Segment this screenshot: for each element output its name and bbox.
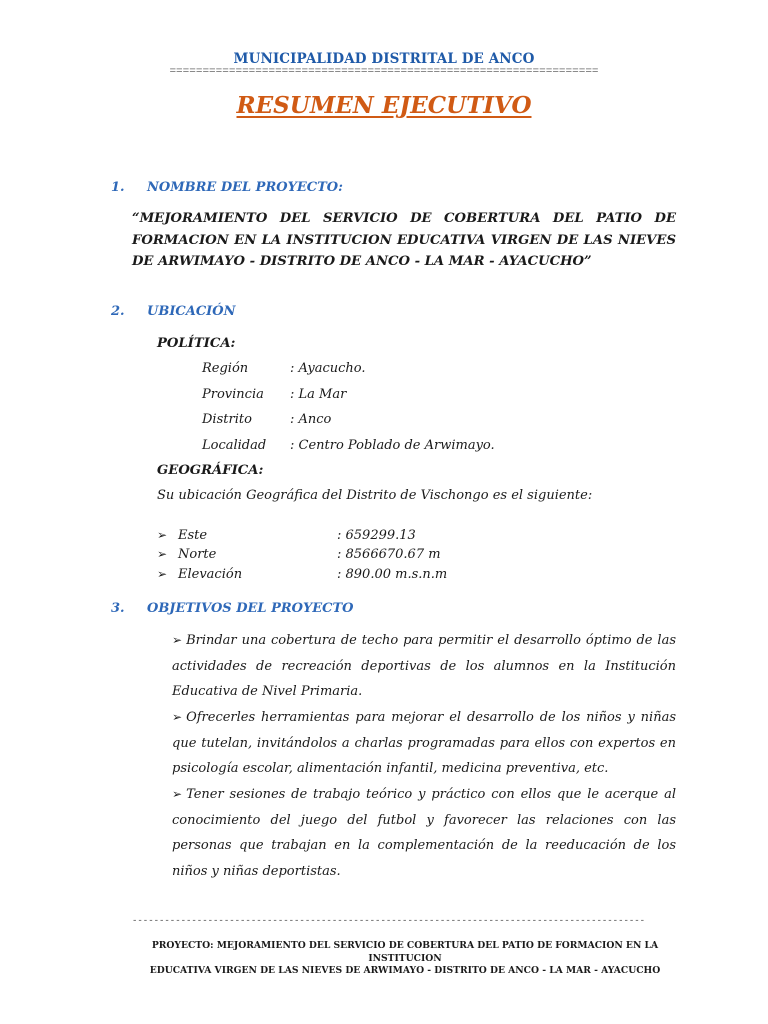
section-number: 3.	[111, 601, 125, 616]
section-label: NOMBRE DEL PROYECTO:	[147, 180, 343, 195]
arrow-bullet-icon: ➢	[157, 567, 168, 581]
arrow-bullet-icon: ➢	[172, 710, 183, 724]
politica-heading: POLÍTICA:	[157, 336, 236, 351]
politica-key: Distrito	[202, 412, 252, 427]
objective-text: Ofrecerles herramientas para mejorar el desarrollo de los niños y niñas que tutelan, invitándolos a charlas programadas para ellos con expertos en psicología escolar, alimentación infantil, medicina preventiva, etc.	[172, 710, 676, 777]
politica-value: : Anco	[290, 412, 332, 427]
footer-line: PROYECTO: MEJORAMIENTO DEL SERVICIO DE COBERTURA DEL PATIO DE FORMACION EN LA INSTITUCION	[151, 940, 659, 964]
arrow-bullet-icon: ➢	[172, 787, 183, 801]
header-rule: =================================================================	[169, 66, 599, 78]
objective-item	[172, 705, 676, 782]
politica-key: Provincia	[202, 387, 264, 402]
coordinate-value: : 890.00 m.s.n.m	[337, 567, 448, 582]
coordinate-value: : 659299.13	[337, 528, 416, 543]
coordinate-key: Elevación	[178, 567, 243, 582]
objective-text: Tener sesiones de trabajo teórico y práctico con ellos que le acerque al conocimiento del juego del futbol y favorecer las relaciones con las personas que trabajan en la complementación de la reeducación de los niños y niñas deportistas.	[172, 787, 676, 880]
arrow-bullet-icon: ➢	[157, 547, 168, 561]
coordinate-key: Este	[178, 528, 208, 543]
geografica-intro: Su ubicación Geográfica del Distrito de Vischongo es el siguiente:	[157, 488, 593, 503]
footer-rule: -----------------------------------------------------------------------------------------------	[132, 916, 646, 926]
politica-value: : La Mar	[290, 387, 347, 402]
footer-line: EDUCATIVA VIRGEN DE LAS NIEVES DE ARWIMAYO - DISTRITO DE ANCO - LA MAR - AYACUCHO	[149, 965, 661, 976]
section-label: OBJETIVOS DEL PROYECTO	[147, 601, 354, 616]
politica-key: Localidad	[202, 438, 267, 453]
objective-item	[172, 782, 676, 885]
politica-value: : Centro Poblado de Arwimayo.	[290, 438, 495, 453]
objective-item	[172, 628, 676, 705]
politica-key: Región	[202, 361, 249, 376]
coordinate-value: : 8566670.67 m	[337, 547, 441, 562]
politica-value: : Ayacucho.	[290, 361, 366, 376]
footer-project	[132, 940, 678, 978]
header-org: MUNICIPALIDAD DISTRITAL DE ANCO	[233, 51, 535, 67]
section-number: 2.	[111, 304, 125, 319]
arrow-bullet-icon: ➢	[172, 633, 183, 647]
coordinate-key: Norte	[178, 547, 217, 562]
objective-text: Brindar una cobertura de techo para permitir el desarrollo óptimo de las actividades de recreación deportivas de los alumnos en la Institución Educativa de Nivel Primaria.	[172, 633, 676, 700]
section-label: UBICACIÓN	[147, 304, 236, 319]
geografica-heading: GEOGRÁFICA:	[157, 463, 264, 478]
document-title: RESUMEN EJECUTIVO	[236, 92, 532, 119]
project-name: “MEJORAMIENTO DEL SERVICIO DE COBERTURA DEL PATIO DE FORMACION EN LA INSTITUCION EDUCATIVA VIRGEN DE LAS NIEVES DE ARWIMAYO - DISTRITO DE ANCO - LA MAR - AYACUCHO”	[132, 211, 676, 269]
arrow-bullet-icon: ➢	[157, 528, 168, 542]
section-number: 1.	[111, 180, 125, 195]
